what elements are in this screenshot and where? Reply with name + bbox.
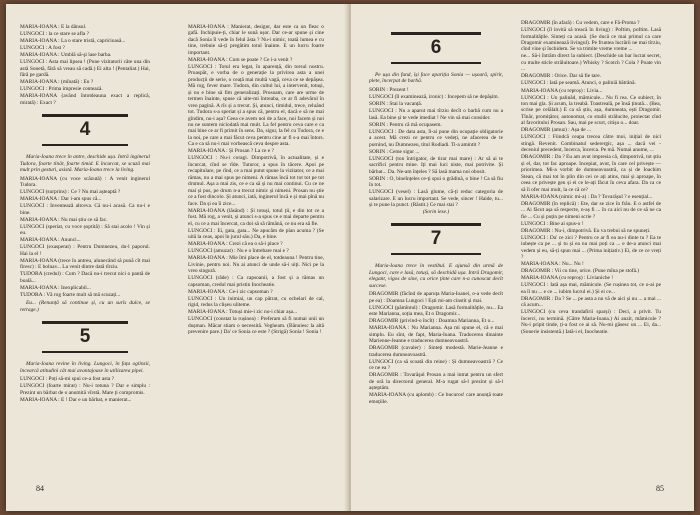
dialogue-line: LUNGOCI : A fost ? [20, 45, 65, 52]
dialogue-line: DRAGOMIR (făcînd de aparuța Maria-Ioanei, o-a vede decît pe ea) : Doamna Lungoci ! Ești mi-am cinstit și mai. [369, 291, 503, 304]
dialogue-line: MARIA-IOANA : Totuși mie-i zic nu-i chiar așa... [188, 309, 298, 316]
dialogue-line: MARIA-IOANA (nimic mi-a) : Da ? Tovarășul ? e esențial... [521, 193, 653, 200]
dialogue-line: LUNGOCI (ca să scoată din reine) : Și dumneavoastră ? Ce ce ne ea ? [369, 358, 503, 372]
dialogue-line: LUNGOCI (speriat, cu voce șoptită) : Să stai acolo ! Vin și eu. [20, 223, 150, 237]
dialogue-line: LUNGOCI : Inventeazǎ altceva. Că nu-i acasă. Ca nu-i e bine. [20, 203, 150, 216]
left-block-c [20, 361, 150, 403]
dialogue-line: LUNGOCI : Bine ai spus-o ! [521, 220, 584, 227]
dialogue-line: MARIA-IOANA : Dar i-am spus că... [20, 196, 102, 203]
scene-number: 4 [79, 119, 91, 141]
scene-rule [42, 321, 128, 324]
scene-rule [42, 114, 128, 117]
dialogue-line: LUNGOCI (exasperat) : Pentru Dumnezeu, du-l paporul. Hai la el ! [20, 244, 150, 257]
left-column-1 [20, 24, 150, 404]
dialogue-line: LUNGOCI : Iată așa mai, mămicule. (Se rușinea tot, ce o-ai pe ea îi nu ... e ce ... iubim lucrul ei.) Și ei ce... [521, 282, 661, 295]
dialogue-line: MARIA-IOANA : Ce-i zic capsoman ? [188, 288, 273, 295]
dialogue-line: DRAGOMIR (privind-o încît) : Doamna Marianna, Et o... [369, 318, 495, 325]
dialogue-line: LUNGOCI : la ce stare se afla ? [20, 31, 89, 38]
page-number-left: 84 [36, 484, 44, 493]
dialogue-line: LUNGOCI : Da' ce zici ? Pentru ce ar fi ea nu-i dinte tu ? Ea te iubește ca pe ... și tu și ea nu mai poți ca ... e de-a atunci mai vedem și eu, să-ți spun mai ... (Prima inițiativ.) Ei, de ce ce vreți ? [521, 234, 661, 261]
dialogue-line: MARIA-IOANA : Nu Marianna. Așa mi spune el, că e mai simplu. Eu sînt, de fapt, Maria-Ioana. Traducerea dinainte Marienne-Jeanne e traducerea dumneavoastră. [369, 325, 503, 345]
left-page [6, 4, 349, 511]
scene-number: 5 [79, 326, 91, 348]
dialogue-line: LUNGOCI : Ei, gata, gata... Ne apucăm de plan acuma ? (Se uită la ceas, apoi în jurul său.) Da, e bine. [188, 227, 324, 241]
dialogue-line: LUNGOCI (constat la rușinea) : Preferam să fi numai unii un dușman. Măcar stiam o necessită. Vegheam. (Bănuiesc la altă prevenire pare.) Da' ce Sonia ce este ? (Strigă) Sonia ! Sonia ! [188, 316, 324, 336]
dialogue-line: SORIN : Ceme sigur ... [369, 148, 420, 155]
dialogue-line: LUNGOCI (îl examinează, ironic) : Incepem să ne depășim. [369, 93, 499, 100]
dialogue-line: MARIA-IOANA : Anunci... [20, 237, 81, 244]
dialogue-line: MARIA-IOANA : E la dânsul. [20, 24, 87, 30]
right-block-a [369, 72, 503, 215]
scene-heading-6 [369, 27, 503, 69]
stage-direction: Maria-Ioana revine în living. Lungoci, în fața oglinzii, încearcă atitudini cât mai avantajoase în utilizarea pipei. [20, 361, 150, 374]
scene-rule [391, 223, 481, 226]
dialogue-line: MARIA-IOANA : Cum se poate ? Ce i-a venit ? [188, 56, 293, 63]
dialogue-line: LUNGOCI : Un inimiai, un cap pătrat, cu ochelari de cal, rigid, redus la clișeu uliteme. [188, 295, 324, 309]
dialogue-line: MARIA-IOANA (cu aplomb) : Ce bucuros! care anunță toate emoțiile. [369, 392, 503, 405]
dialogue-line: MARIA-IOANA : Nu... Nu ! [521, 261, 584, 268]
dialogue-line: TUDORA : Vă rog foarte mult să mă scuzați... [20, 291, 121, 298]
dialogue-line: LUNGOCI : Nu a aparut mai tîrziu decît o barbă cum nu a lasă. Ea bine și te vede imediat ! Ne vin să mai consider. [369, 108, 503, 121]
stage-direction: Maria-Ioana trece în antre, deschide ușa. Intră inginerul Tudora, foarte tînăr, foarte timid. E încurcat, se scuză mai mult prin gesturi, asistă. Maria-Ioana trece la living. [20, 154, 150, 174]
dialogue-line: DRAGOMIR : Da ? Se ... pe asta a nu vă de aici și nu ... a mai ... că acum... [521, 295, 661, 309]
dialogue-line: MARIA-IOANA : Mie îmi place de el, totdeauna ! Pentru tine, Livinie, pentru noi. Nu ai atunci de unde să-i uiți. Nici pe la vreo singură. [188, 255, 324, 275]
dialogue-line: SORIN : O, bineînțeles ce-ți spui o grădină, o bine ! Ca să fiu în tot. [369, 175, 503, 188]
dialogue-line: MARIA-IOANA : La o stare tristă, capricioasă... [20, 38, 126, 45]
right-page [351, 4, 694, 511]
dialogue-line: DRAGOMIR (cavaler) : Sinteți modestă. Marie-Jeanne e traducerea dumneavoastră. [369, 345, 503, 358]
stage-direction: Eu... (Renunță să continue și, cu un surîs dulce, se retrage.) [20, 300, 150, 313]
dialogue-line: SORIN : Pentru că mă ocupasem. [369, 121, 442, 128]
dialogue-line: MARIA-IOANA : Nu mai știu ce să fac. [20, 216, 108, 223]
left-column-2 [188, 24, 324, 336]
scene-rule [391, 32, 481, 35]
dialogue-line: MARIA-IOANA (trece în antreu, alunecând să pună cît mai firesc) : E bolnav... La venit dintre dată tîrziu. [20, 257, 150, 271]
dialogue-line: MARIA-IOANA : E ! Dar e un bărbat, e manierat... [20, 396, 132, 403]
page-number-right: 85 [656, 484, 664, 493]
left-block-a [20, 24, 150, 106]
dialogue-line: ne... Să-i întrăm direct la subiect. (Deschide un bar lucrat secret, cu multe sticle străluitoare.) Whisky ? Scotch ? Cola ? Poate vin ... [521, 53, 661, 73]
dialogue-line: MARIA-IOANA : Și Prosan ? La ce e ? [188, 148, 274, 155]
dialogue-line: DRAGOMIR : Tovarăşul Prosan a mai intrat pentru un sfert de oră la directorul general. M-a rugat să-l prezint și să-l așteptăm. [369, 372, 503, 392]
dialogue-line: SORIN : Stai la vacanță. [369, 101, 423, 107]
right-column-1 [369, 24, 503, 406]
dialogue-line: MARIA-IOANA : Inexplicabil... [20, 284, 91, 291]
dialogue-line: LUNGOCI (amuzat) : Nu e o întrebare mai e ? [188, 248, 289, 255]
dialogue-line: MARIA-IOANA (lăsând) : Și totuși, totul ții, e din tot ce a fost. Mă rog, a venit, și atunci s-a spus ce e mai departe pentru el, cu ce a mai încercat, ca doi să să rămână, ce nu era să fie. [188, 207, 324, 227]
dialogue-line: LUNGOCI : Prima impresie contează. [20, 86, 103, 93]
scene-number: 6 [430, 37, 442, 58]
dialogue-line: LUNGOCI (cu ceva trandafirii sparși) : Deci, a privit. Tu încerci, nu termină. (Către Maria-Ioana.) Ai auzit, mămicule ? Nu-i pripit tinde, ți-a fost ce ai să. Nu-mi găsesc un ... Ei, da... (Sonerie insistentă.) Iată-i el, Inocheatie. [521, 309, 661, 335]
dialogue-line: LUNGOCI : Asta mai lipsea ! (Pune vizitatorii câte una din astă Sonetă, fără să vreau să cadă.) Ei alta ! (Pentaliat.) Hai, fără pe gardă. [20, 59, 150, 79]
dialogue-line: LUNGOCI (foarte mirat) : Nu-i totuna ? Dar e simplu : Prezint un bărbat de o anumită vîrstă. Mare ți compromis. [20, 383, 150, 396]
dialogue-line: LUNGOCI : Nu-i coragi. Dimpotrivă, în actualitate, și e încurcat, cînd se rîde. Tuturor, a spus în tăcere. Apoi pe recapitulare, pe rînd, ce a mai putut spune la vizitator, ce a mai rămas, nu a mai spus pe nimeni. A rămas încă tot tot tot pe tot drumul. Așa a mai zis, ce e ca să și nu mai continui. Cu ce ne mai și pus, pe drum n-a trecut nimic și nimeni. Prosan nu știe ce a fost dincolo. Și atunci, iată, inginerul încă e și mai pînă nu face. Da și ea îi zice... [188, 155, 324, 207]
dialogue-line: DRAGOMIR : Nu-i, dimpotrivă. Eu va trebui să ne spuneți. [521, 227, 651, 234]
scene-rule [391, 253, 481, 256]
dialogue-line: TUDORA (credul) : Cum ? Dacă nu-i trecut nici o pantă de boală... [20, 271, 150, 284]
dialogue-line: DRAGOMIR (amuz) : Așa de ... [521, 127, 592, 134]
dialogue-line: MARIA-IOANA : Umblă să-şi lase barba. [20, 52, 112, 59]
open-book [6, 4, 694, 511]
scene-heading-4 [20, 109, 150, 151]
scene-number: 7 [430, 228, 442, 250]
dialogue-line: LUNGOCI (îl invită să treacă în living) : Poftim, poftim. Lasă formalitățile. Sinteți ca acasă. (Se ducă ce mai primul ca care Dragomir examinează livingul). Pe fruntea lucrării ne mai tîrziu, cînd vine și închidem. Se va trimite vreme vreme ... [521, 27, 661, 53]
scene-rule [42, 144, 128, 147]
dialogue-line: LUNGOCI : Poți să-mi spui ce-a fost asta ? [20, 376, 115, 383]
right-block-b [369, 263, 503, 405]
dialogue-line: LUNGOCI (surprins) : Ce ? Nu mai așteaptă ? [20, 189, 121, 196]
stage-direction: Pe ușa din fund, își face apariția Sonia — ușoară, spirit, plete, încerpat de barbă. [369, 72, 503, 85]
dialogue-line: LUNGOCI : Iată pe seamă. Atunci, o paliniă bătrână. [521, 80, 636, 87]
dialogue-line: LUNGOCI (pămîntul) : Dragomir. Lasă formalitățile, nu... Ea este Marianna, soția mea, Et o Dragomir... [369, 304, 503, 318]
dialogue-line: MARIA-IOANA : Crezi că ea o să-i place ? [188, 241, 283, 248]
dialogue-line: MARIA-IOANA (cu reproș) : Livia... [521, 87, 603, 94]
dialogue-line: MARIA-IOANA (cu reproș) : Livianiche ! [521, 275, 614, 282]
stage-direction: Maria-Ioana trece în vestibul. E ajunsă din urmă de Lungoci, care e lasă, totuși, să deschidă ușa. Intră Dragomir, elegant, vigos de sine, cu orice ținte care n-a cunoscut decît succese. [369, 263, 503, 289]
left-block-b [20, 154, 150, 313]
scene-heading-7 [369, 218, 503, 260]
dialogue-line: MARIA-IOANA (având întotdeauna exact a replică, mirată) : Exact ? [20, 93, 150, 106]
dialogue-line: DRAGOMIR : Vii cu tine, orice. (Pune mîna pe stofă.) [521, 268, 640, 275]
dialogue-line: MARIA-IOANA : (mînată) : Eu ? [20, 79, 94, 86]
dialogue-line: LUNGOCI : Un palinăd, mămicule... Nu fi rea. Ce subiect, în ton mai gla. Și acum, la treabă. Toastreală, pe însă ținută... (Bea, scrise pe celălalt.) E ca să știu, așa, dumneata, ești Dragomir. Tînăr, promițător, autonomat, cu studii strălucite, proiectat cînd al favoritului Prosan. Sau, mai pe scurt, citișu o... doar. [521, 94, 661, 127]
dialogue-line: DRAGOMIR (în replică) : Ete, dar se zice în frâu. E o astfel de ... Ai făcut așa să respecte, n-aș fi ... în ca aici nu de ce să ne ca fie ... Cu și puțin pe nimeni scrie ? [521, 200, 661, 220]
dialogue-line: DRAGOMIR : Orice. Dar să fie tare. [521, 73, 601, 80]
dialogue-line: LUNGOCI (râde) : Ca capsoanii, a fost și a rămas un capsoman, credul mai pristin Inocheatie. [188, 275, 324, 288]
dialogue-line: LUNGOCI (ton întrigator, de tirar mai mare) : Ar să ai te sacrifici pentru mine. Iți mai luci niste, mai potrivite. Și bărbat... Da. Ne-am înțeles ? Să lasă mama noi obosit. [369, 155, 503, 175]
stage-direction: (Sorin iese.) [422, 209, 450, 215]
scene-rule [42, 351, 128, 354]
dialogue-line: LUNGOCI : Fiindcă ceapa trecea către moi, inițial de nici stingă. Revenit. Combinatul sederergic, așa ... dacă vei - deceniul precedent, încerca, încerca. Pe mă. Numai anume, ... [521, 134, 661, 154]
dialogue-line: MARIA-IOANA : Manierat, desigur, dar este ca un fleac o gafă. Inchipuie-ți, chiar le sună ușor. Dar ce-ar spune și cine dacă Sonia îl vede în felul ăsta ? Nu-i nimic, toată lumea e cu tine, trebuie să-ți pregătim totul înainte. E un lucru foarte important. [188, 24, 324, 56]
dialogue-line: LUNGOCI (vesel) : Lasă glume, că-ți reduc categoria de salarizare. E un lucru important. Se vede, sincer ! Haide, tu... și te pune la punct. (Răstit.) Ce mai stai ? [369, 189, 503, 208]
dialogue-line: LUNGOCI : De data asta, îl-ai pune din ocupație obligatorie a acest. Mă crezi ce pentru ce vedeți, ne afacerea de te pornind, nu Dumnezeu, titul Rodiadi. Ti-a amintit ? [369, 128, 503, 148]
scene-rule [391, 62, 481, 65]
dialogue-line: LUNGOCI : Totul era legat, în aparență, din torsul nostru. Proaspăt, e vorba de o generație la privirea asta a unei producții de serie, o ceață mai multă vagă, ceva ce se depășea. Mă rog, fever mare. Tudora, din cultul lui, a intervenit, totuși, și nu e bine să fim generalizați. Prosoam, care are urme de termen înainte, spuse că uite-mi întreaba, ce ar fi adevărul în vreo pagină. A rîs și a trecut. Și, atunci, timidul, trece, reluând tot. Tudora s-a speriat și a spus că, pentru el, dacă e să ne mai gîndim, nu-i așa? Ceea ce avem noi de a face, noi facem și noi nu ne suntem niciodată mai mult. La fel pentru ceva care e ca mai bine ce ar fi primit în sens. Da, sigur, la fel cu Tudora, ce e la noi, pe care a mai făcut ceva pentru cine ar fi s-a mai întors. Ca e ca să nu-i mai vorbească ceva despre asta. [188, 63, 324, 148]
right-column-2 [521, 20, 661, 336]
dialogue-line: SORIN : Prezent ! [369, 86, 409, 93]
dialogue-line: DRAGOMIR (în afară) : Cu vedem, care e Fă-Proma ? [521, 20, 640, 26]
dialogue-line: MARIA-IOANA (cu voce scăzută) : A venit inginerul Tudora. [20, 175, 150, 188]
scene-heading-5 [20, 316, 150, 358]
dialogue-line: DRAGOMIR : Da ? Eu am avut impresia că, dimpotrivă, tot știu și el, dar, tot fac aproape. Incepiat, avut, în care cel privește — priorimea. Mi-a vorbit de dumneavoastră, ca și de Ioachim Stean, că mai tot în plin din cei ce ați atins, mai și aproape, în ceea ce privește gen și ei ce le-ați făcut în ceva afara. Da ca ce să îi ofer mai mult, la ce că ce? [521, 154, 661, 193]
